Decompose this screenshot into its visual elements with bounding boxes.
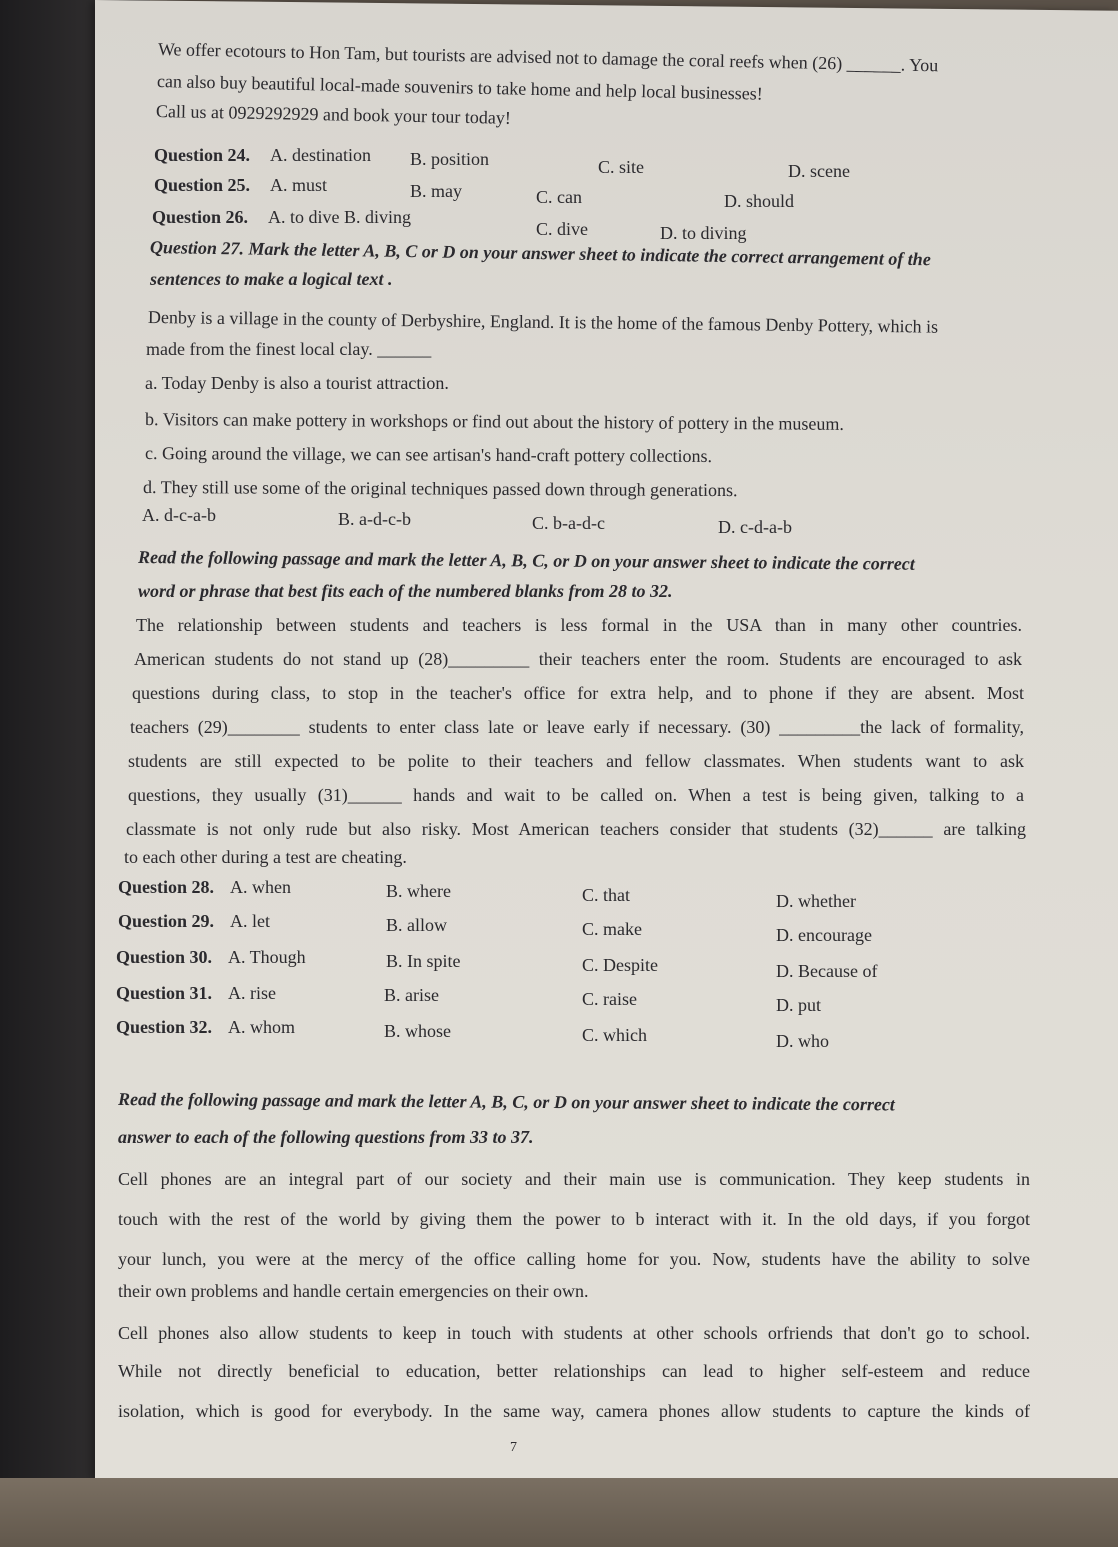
q26-option-c[interactable]: C. dive	[536, 219, 588, 239]
q27-passage-line-2: made from the finest local clay. ______	[146, 339, 432, 359]
passage-2-line-8: to each other during a test are cheating.	[124, 847, 407, 867]
passage-2-line-4: teachers (29)________ students to enter class late or leave early if necessary. (30) _________the lack of formality,	[130, 717, 1024, 737]
q26-option-d[interactable]: D. to diving	[660, 223, 747, 243]
question-27-instruction-1: Question 27. Mark the letter A, B, C or D on your answer sheet to indicate the correct arrangement of the	[149, 237, 931, 270]
passage-3-line-1: Cell phones are an integral part of our society and their main use is communication. They keep students in	[118, 1169, 1030, 1189]
q24-option-a[interactable]: A. destination	[270, 145, 371, 165]
q28-option-c[interactable]: C. that	[582, 885, 630, 905]
passage-2-instruction-1: Read the following passage and mark the letter A, B, C, or D on your answer sheet to indicate the correct	[137, 547, 915, 574]
q27-sentence-b: b. Visitors can make pottery in workshops or find out about the history of pottery in the museum.	[144, 409, 845, 434]
q31-option-d[interactable]: D. put	[776, 995, 821, 1015]
question-24-label: Question 24.	[154, 145, 251, 165]
question-30-label: Question 30.	[116, 947, 213, 967]
passage-3-instruction-2: answer to each of the following questions from 33 to 37.	[118, 1127, 534, 1147]
passage-2-line-1: The relationship between students and teachers is less formal in the USA than in many other countries.	[136, 615, 1022, 635]
passage-3-line-2: touch with the rest of the world by giving them the power to b interact with it. In the old days, if you forgot	[118, 1209, 1030, 1229]
question-27-instruction-2: sentences to make a logical text .	[150, 269, 393, 289]
q30-option-c[interactable]: C. Despite	[582, 955, 658, 975]
q31-option-b[interactable]: B. arise	[384, 985, 439, 1005]
q25-option-d[interactable]: D. should	[724, 191, 795, 211]
q29-option-b[interactable]: B. allow	[386, 915, 447, 935]
q27-sentence-c: c. Going around the village, we can see artisan's hand-craft pottery collections.	[144, 443, 713, 466]
question-31-label: Question 31.	[116, 983, 213, 1003]
intro-line-1: We offer ecotours to Hon Tam, but tourists are advised not to damage the coral reefs when (26) ______. You	[157, 39, 939, 76]
question-32-label: Question 32.	[116, 1017, 213, 1037]
q27-passage-line-1: Denby is a village in the county of Derbyshire, England. It is the home of the famous Denby Pottery, which is	[147, 307, 939, 337]
question-28-label: Question 28.	[118, 877, 215, 897]
q31-option-a[interactable]: A. rise	[228, 983, 276, 1003]
question-25-label: Question 25.	[154, 175, 251, 195]
q32-option-d[interactable]: D. who	[776, 1031, 829, 1051]
question-29-label: Question 29.	[118, 911, 215, 931]
q32-option-a[interactable]: A. whom	[228, 1017, 295, 1037]
passage-2-line-5: students are still expected to be polite to their teachers and fellow classmates. When students want to ask	[128, 751, 1024, 771]
passage-2-instruction-2: word or phrase that best fits each of the numbered blanks from 28 to 32.	[138, 581, 673, 601]
q32-option-b[interactable]: B. whose	[384, 1021, 451, 1041]
q25-option-a[interactable]: A. must	[270, 175, 328, 195]
q32-option-c[interactable]: C. which	[582, 1025, 647, 1045]
passage-3-line-3: your lunch, you were at the mercy of the office calling home for you. Now, students have the ability to solve	[118, 1249, 1030, 1269]
q28-option-b[interactable]: B. where	[386, 881, 451, 901]
passage-3-line-6: While not directly beneficial to education, better relationships can lead to higher self-esteem and reduce	[118, 1361, 1030, 1381]
question-26-label: Question 26.	[152, 207, 249, 227]
passage-2-line-2: American students do not stand up (28)_________ their teachers enter the room. Students are encouraged to ask	[134, 649, 1022, 669]
q27-option-b[interactable]: B. a-d-c-b	[338, 509, 411, 529]
q29-option-d[interactable]: D. encourage	[776, 925, 872, 945]
q29-option-c[interactable]: C. make	[582, 919, 642, 939]
q27-option-c[interactable]: C. b-a-d-c	[532, 513, 605, 533]
q30-option-d[interactable]: D. Because of	[776, 961, 878, 981]
q28-option-d[interactable]: D. whether	[776, 891, 856, 911]
q29-option-a[interactable]: A. let	[230, 911, 270, 931]
q27-sentence-a: a. Today Denby is also a tourist attraction.	[145, 373, 449, 393]
q27-option-d[interactable]: D. c-d-a-b	[718, 517, 792, 537]
q26-option-ab[interactable]: A. to dive B. diving	[268, 207, 411, 227]
q24-option-c[interactable]: C. site	[598, 157, 645, 177]
q31-option-c[interactable]: C. raise	[582, 989, 637, 1009]
passage-3-line-7: isolation, which is good for everybody. In the same way, camera phones allow students to capture the kinds of	[118, 1401, 1030, 1421]
passage-2-line-3: questions during class, to stop in the teacher's office for extra help, and to phone if they are absent. Most	[132, 683, 1024, 703]
q30-option-a[interactable]: A. Though	[228, 947, 306, 967]
passage-2-line-6: questions, they usually (31)______ hands and wait to be called on. When a test is being given, talking to a	[128, 785, 1024, 805]
page-number: 7	[510, 1440, 517, 1455]
q24-option-d[interactable]: D. scene	[788, 161, 850, 181]
intro-line-3: Call us at 0929292929 and book your tour today!	[155, 101, 512, 128]
q24-option-b[interactable]: B. position	[410, 149, 490, 169]
q30-option-b[interactable]: B. In spite	[386, 951, 461, 971]
passage-3-instruction-1: Read the following passage and mark the letter A, B, C, or D on your answer sheet to indicate the correct	[117, 1089, 895, 1115]
q25-option-b[interactable]: B. may	[410, 181, 462, 201]
passage-3-line-5: Cell phones also allow students to keep in touch with students at other schools orfriends that don't go to school.	[118, 1323, 1030, 1343]
q27-option-a[interactable]: A. d-c-a-b	[142, 505, 216, 525]
q28-option-a[interactable]: A. when	[230, 877, 291, 897]
q25-option-c[interactable]: C. can	[536, 187, 582, 207]
passage-2-line-7: classmate is not only rude but also risky. Most American teachers consider that students (32)______ are talking	[126, 819, 1026, 839]
q27-sentence-d: d. They still use some of the original techniques passed down through generations.	[142, 477, 738, 501]
intro-line-2: can also buy beautiful local-made souvenirs to take home and help local businesses!	[156, 71, 763, 104]
passage-3-line-4: their own problems and handle certain emergencies on their own.	[118, 1281, 589, 1301]
